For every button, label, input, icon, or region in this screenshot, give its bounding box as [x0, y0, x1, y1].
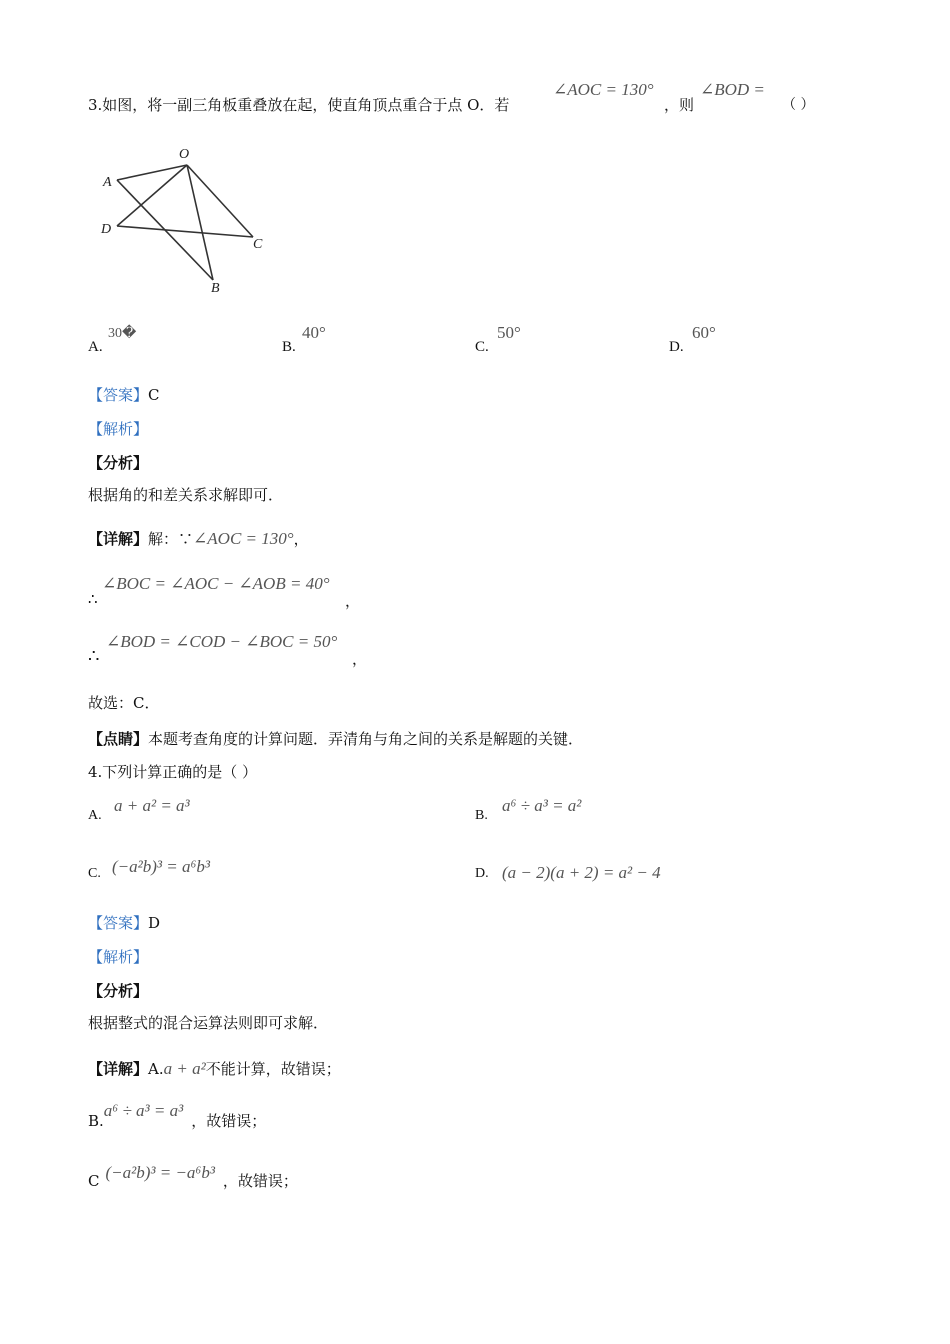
q4-analysis-tag: 【解析】 — [88, 948, 149, 966]
q3-option-c-value: 50° — [497, 323, 521, 342]
q3-dianjing-tag: 【点睛】 — [88, 730, 149, 748]
q3-choose: 故选：C． — [88, 694, 160, 712]
q3-step1-comma: ， — [293, 530, 309, 548]
q3-step3: ∠BOD = ∠COD − ∠BOC = 50° — [106, 632, 338, 651]
because-symbol: ∵ — [178, 530, 194, 548]
q3-option-a-value: 30� — [108, 326, 137, 341]
q4-option-c-value: (−a²b)³ = a⁶b³ — [112, 857, 210, 876]
label-B: B — [211, 281, 220, 296]
q4-option-d-value: (a − 2)(a + 2) = a² − 4 — [502, 863, 661, 882]
q4-answer: D — [148, 914, 161, 932]
label-C: C — [253, 237, 263, 252]
q3-option-b-letter[interactable]: B. — [282, 339, 296, 355]
line-DC — [117, 226, 253, 237]
q3-dianjing-text: 本题考查角度的计算问题．弄清角与角之间的关系是解题的关键． — [148, 730, 584, 748]
label-O: O — [179, 147, 190, 162]
q4-detail-tag: 【详解】 — [88, 1060, 149, 1078]
q3-answer: C — [148, 386, 160, 404]
q3-option-d-letter[interactable]: D. — [669, 339, 684, 355]
q3-option-d-value: 60° — [692, 323, 716, 342]
q3-detail-line — [88, 528, 309, 549]
q3-option-b-value: 40° — [302, 323, 326, 342]
q3-answer-tag: 【答案】 — [88, 386, 149, 404]
q4-detail-line-b — [88, 1101, 267, 1131]
q4-option-a-value: a + a² = a³ — [114, 796, 190, 815]
q4-option-a-letter[interactable]: A. — [88, 808, 102, 823]
q3-detail-tag: 【详解】 — [88, 530, 149, 548]
q4-detail-line-c — [88, 1163, 298, 1191]
q3-fenxi-tag: 【分析】 — [88, 454, 149, 472]
therefore-symbol-2: ∴ — [88, 646, 100, 667]
line-OA — [117, 165, 187, 180]
q4-line-b-prefix: B. — [88, 1112, 104, 1130]
q4-fenxi-tag: 【分析】 — [88, 982, 149, 1000]
q4-line-c-expr: (−a²b)³ = −a⁶b³ — [105, 1163, 215, 1182]
label-A: A — [103, 175, 112, 190]
q3-step2-comma: ， — [345, 592, 361, 610]
q3-step3-comma: ， — [352, 650, 368, 668]
q3-dianjing-line — [88, 728, 583, 749]
q3-ask-angle: ∠BOD = — [700, 80, 765, 99]
line-OC — [187, 165, 253, 237]
q4-line-c-suffix: ，故错误； — [222, 1172, 298, 1190]
q4-line-a-prefix: A. — [148, 1060, 164, 1078]
q4-stem: 4.下列计算正确的是（ ） — [88, 763, 258, 781]
q3-option-c-letter[interactable]: C. — [475, 339, 489, 355]
q3-step2: ∠BOC = ∠AOC − ∠AOB = 40° — [102, 574, 330, 593]
q4-line-a-suffix: 不能计算，故错误； — [205, 1060, 341, 1078]
q3-given-angle: ∠AOC = 130° — [553, 80, 654, 99]
therefore-symbol-1: ∴ — [88, 590, 98, 608]
q3-stem-mid: ，则 — [664, 96, 695, 114]
q3-analysis-tag: 【解析】 — [88, 420, 149, 438]
q4-detail-line-a — [88, 1058, 341, 1079]
q3-option-a-letter[interactable]: A. — [88, 339, 103, 355]
q3-fenxi-text: 根据角的和差关系求解即可． — [88, 486, 284, 504]
q3-answer-line — [88, 384, 160, 405]
q3-paren: （ ） — [782, 97, 815, 113]
q4-line-c-prefix: C — [88, 1172, 100, 1190]
q3-stem: 3.如图，将一副三角板重叠放在起，使直角顶点重合于点 O．若 — [88, 96, 510, 114]
q4-option-d-letter[interactable]: D. — [475, 866, 489, 881]
q3-detail-prefix: 解： — [148, 530, 179, 548]
label-D: D — [101, 222, 112, 237]
q4-answer-line — [88, 912, 160, 933]
q4-fenxi-text: 根据整式的混合运算法则即可求解． — [88, 1014, 329, 1032]
q4-answer-tag: 【答案】 — [88, 914, 149, 932]
q3-step1: ∠AOC = 130° — [193, 529, 294, 548]
q4-option-c-letter[interactable]: C. — [88, 866, 101, 881]
q4-line-a-expr: a + a² — [163, 1059, 206, 1078]
line-OB — [187, 165, 213, 280]
q4-line-b-expr: a⁶ ÷ a³ = a³ — [103, 1101, 184, 1120]
q4-option-b-letter[interactable]: B. — [475, 808, 488, 823]
q4-option-b-value: a⁶ ÷ a³ = a² — [502, 796, 582, 815]
q4-line-b-suffix: ，故错误； — [191, 1112, 267, 1130]
triangle-figure — [95, 140, 275, 300]
